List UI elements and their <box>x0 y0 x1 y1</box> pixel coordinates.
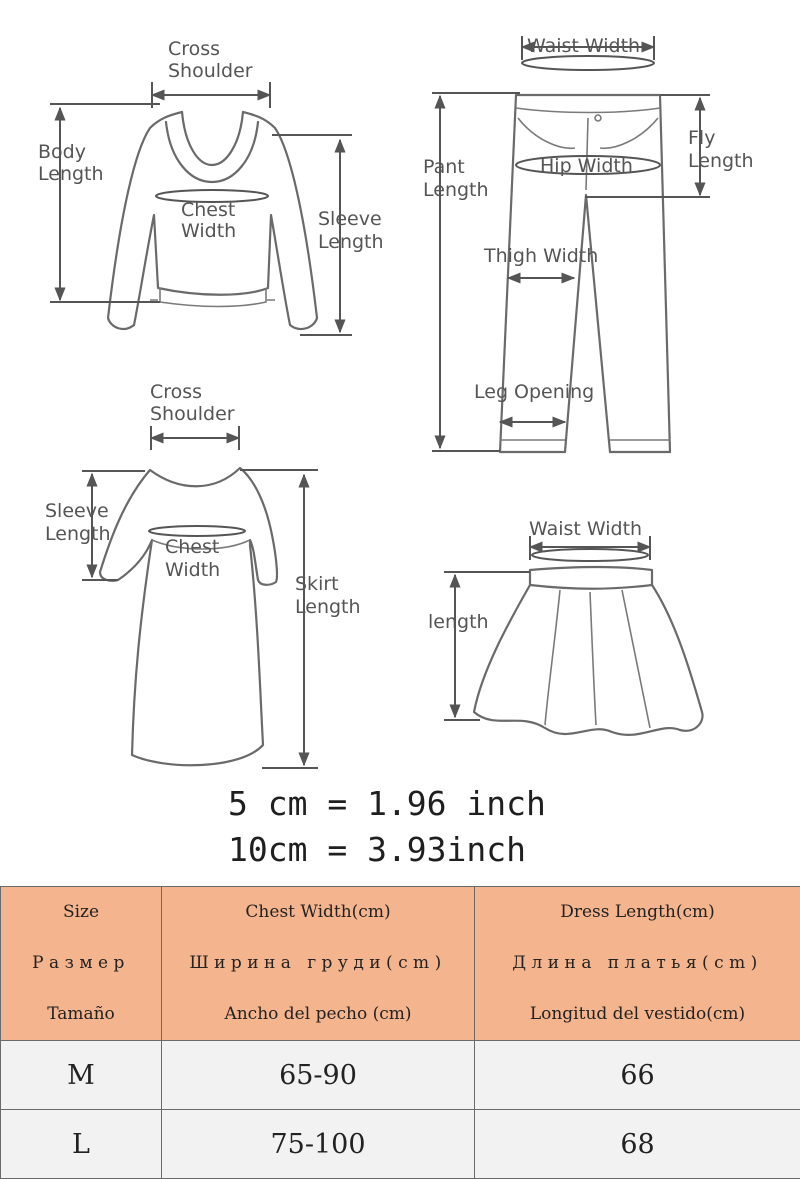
sweater-body-label-1: Body <box>38 141 86 163</box>
conversion-line-1: 5 cm = 1.96 inch <box>228 784 546 823</box>
dress-skirt-label-1: Skirt <box>295 573 339 595</box>
table-header-row <box>1 887 800 1041</box>
pants-fly-label-1: Fly <box>688 127 715 149</box>
skirt-waist-label: Waist Width <box>529 518 642 540</box>
pants-length-label-2: Length <box>423 179 489 201</box>
sweater-chest-label-2: Width <box>181 220 236 242</box>
table-row <box>1 1041 800 1110</box>
header-size-ru: Размер <box>1 938 161 989</box>
header-dress-en: Dress Length(cm) <box>475 887 800 938</box>
header-chest-ru: Ширина груди(cm) <box>162 938 474 989</box>
dress-labels <box>45 381 361 618</box>
sweater-sleeve-label-2: Length <box>318 231 384 253</box>
header-size-en: Size <box>1 887 161 938</box>
sweater-cross-label-2: Shoulder <box>168 60 253 82</box>
cell-dress: 66 <box>475 1041 800 1110</box>
cell-chest: 75-100 <box>162 1110 475 1179</box>
dress-cross-label-1: Cross <box>150 381 202 403</box>
conversion-line-2: 10cm = 3.93inch <box>228 830 526 869</box>
dress-skirt-label-2: Length <box>295 596 361 618</box>
sweater-labels <box>38 38 384 253</box>
cell-chest: 65-90 <box>162 1041 475 1110</box>
dress-illustration <box>100 468 277 765</box>
header-dress <box>475 887 800 1041</box>
pants-fly-label-2: Length <box>688 150 754 172</box>
dress-sleeve-label-1: Sleeve <box>45 500 109 522</box>
cell-size: L <box>1 1110 162 1179</box>
dress-chest-label-2: Width <box>165 559 220 581</box>
cell-dress: 68 <box>475 1110 800 1179</box>
header-size-es: Tamaño <box>1 989 161 1040</box>
header-size <box>1 887 162 1041</box>
sweater-cross-label-1: Cross <box>168 38 220 60</box>
skirt-illustration <box>474 549 703 735</box>
header-chest <box>162 887 475 1041</box>
pants-waist-label: Waist Width <box>527 35 640 57</box>
pants-length-label-1: Pant <box>423 156 465 178</box>
sweater-chest-label-1: Chest <box>181 199 235 221</box>
table-row <box>1 1110 800 1179</box>
dress-measure-lines <box>82 426 318 768</box>
dress-sleeve-label-2: Length <box>45 523 111 545</box>
skirt-length-label: length <box>428 611 489 633</box>
pants-leg-label: Leg Opening <box>474 381 594 403</box>
header-chest-es: Ancho del pecho (cm) <box>162 989 474 1040</box>
sweater-body-label-2: Length <box>38 163 104 185</box>
pants-thigh-label: Thigh Width <box>483 245 598 267</box>
cell-size: M <box>1 1041 162 1110</box>
size-table <box>0 886 800 1179</box>
skirt-labels <box>428 518 642 633</box>
dress-cross-label-2: Shoulder <box>150 403 235 425</box>
sweater-sleeve-label-1: Sleeve <box>318 208 382 230</box>
header-chest-en: Chest Width(cm) <box>162 887 474 938</box>
pants-hip-label: Hip Width <box>540 155 633 177</box>
header-dress-ru: Длина платья(cm) <box>475 938 800 989</box>
header-dress-es: Longitud del vestido(cm) <box>475 989 800 1040</box>
dress-chest-label-1: Chest <box>165 536 219 558</box>
